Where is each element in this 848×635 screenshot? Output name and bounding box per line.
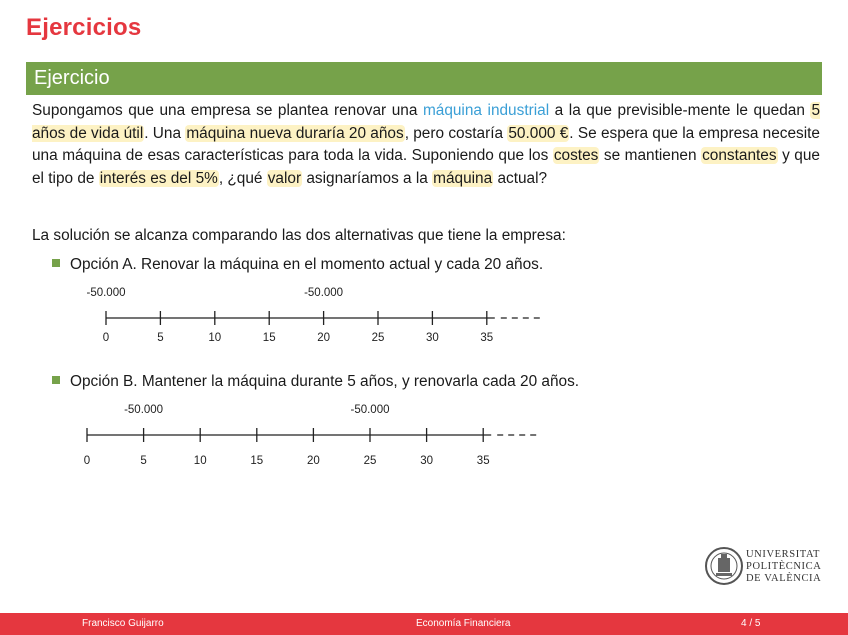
payment-label: -50.000 [304, 287, 344, 299]
timeline-tick-label: 30 [420, 455, 433, 467]
timeline-tick-label: 30 [426, 332, 439, 344]
option-b-text: Opción B. Mantener la máquina durante 5 años, y renovarla cada 20 años. [70, 373, 580, 390]
timeline-tick-label: 10 [193, 455, 207, 467]
timeline-tick-label: 0 [83, 455, 91, 467]
payment-label: -50.000 [124, 404, 164, 416]
footer-course: Economía Financiera [416, 618, 511, 629]
payment-label: -50.000 [86, 287, 126, 299]
highlight-term: 5 años de vida útil [32, 102, 820, 142]
text-segment: , ¿qué [218, 169, 267, 187]
exercise-text [32, 100, 820, 190]
text-segment: se mantienen [599, 147, 702, 164]
highlight-term: interés es del 5% [99, 169, 218, 187]
highlight-term: costes [553, 147, 599, 164]
timeline-tick-label: 15 [262, 332, 276, 344]
text-segment: actual? [493, 169, 548, 187]
timeline-tick-label: 20 [307, 455, 320, 467]
frame-title: Ejercicios [26, 14, 142, 41]
upv-seal-icon [704, 546, 744, 586]
timeline-tick-label: 5 [157, 332, 164, 344]
timeline-tick-label: 35 [476, 455, 490, 467]
text-segment: . Se espera que la empresa necesite una máquina de esas características para toda la vida. Suponiendo que los [32, 124, 820, 164]
timeline-tick-label: 0 [102, 332, 110, 344]
timeline-tick-label: 35 [480, 332, 494, 344]
block-header: Ejercicio [26, 62, 822, 95]
university-logo-text [746, 549, 821, 585]
text-segment: Supongamos que una empresa se plantea renovar una [32, 102, 423, 119]
footer-bar [0, 613, 848, 635]
highlight-term: máquina industrial [422, 102, 550, 119]
option-a-text: Opción A. Renovar la máquina en el momento actual y cada 20 años. [70, 256, 544, 273]
timeline-tick-label: 25 [363, 455, 377, 467]
highlight-term: máquina [433, 169, 493, 187]
text-segment: . Una [144, 124, 186, 142]
text-segment: y que el tipo de [32, 147, 820, 187]
highlight-term: máquina nueva duraría 20 años [186, 124, 404, 142]
timeline-tick-label: 20 [317, 332, 330, 344]
timeline-tick-label: 5 [140, 455, 147, 467]
footer-page-number: 4 / 5 [741, 618, 761, 629]
payment-label: -50.000 [350, 404, 390, 416]
option-b-item [52, 373, 579, 391]
timeline-tick-label: 25 [371, 332, 385, 344]
logo-line: POLITÈCNICA [746, 561, 822, 572]
option-a-item [52, 256, 543, 274]
highlight-term: 50.000 € [508, 124, 569, 142]
highlight-term: valor [267, 169, 302, 187]
solution-text: La solución se alcanza comparando las dos alternativas que tiene la empresa: [32, 227, 566, 244]
timeline-tick-label: 15 [250, 455, 264, 467]
text-segment: , pero costaría [404, 124, 508, 142]
bullet-square-icon [52, 259, 60, 267]
footer-author: Francisco Guijarro [82, 618, 164, 629]
highlight-term: constantes [702, 147, 777, 164]
timeline-tick-label: 10 [208, 332, 222, 344]
bullet-square-icon [52, 376, 60, 384]
logo-line: UNIVERSITAT [746, 549, 821, 560]
logo-line: DE VALÈNCIA [746, 573, 822, 584]
text-segment: asignaríamos a la [302, 169, 433, 187]
text-segment: a la que previsible-mente le quedan [549, 102, 811, 119]
